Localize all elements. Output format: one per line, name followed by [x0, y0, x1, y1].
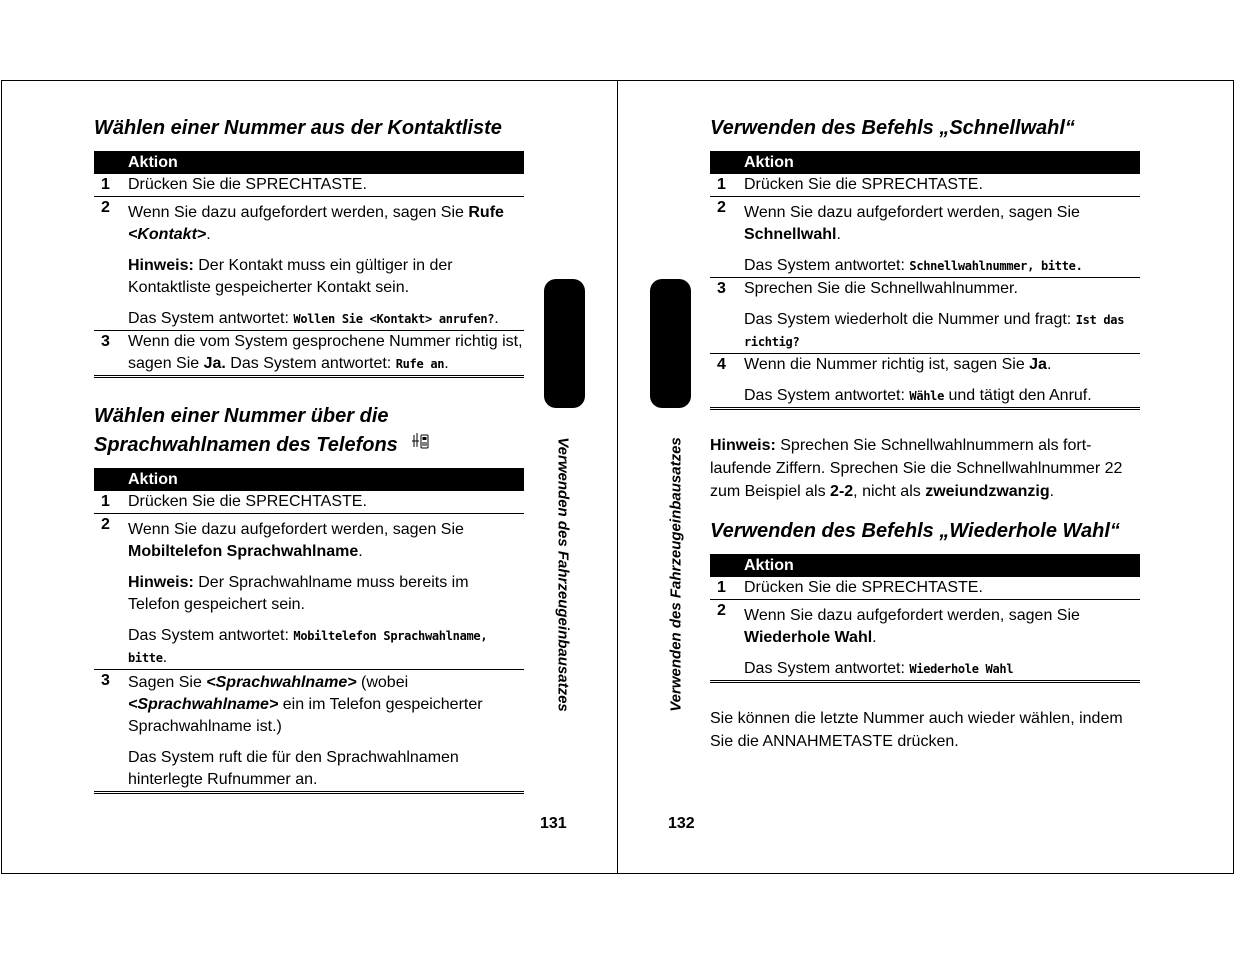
closing-paragraph: Sie können die letzte Nummer auch wieder wählen, indem Sie die ANNAHMETASTE drücken. — [710, 710, 1123, 750]
table-header: Aktion — [710, 554, 1140, 577]
step-number: 4 — [710, 354, 744, 409]
step-text: Drücken Sie die SPRECHTASTE. — [744, 579, 983, 596]
page-divider — [617, 80, 618, 874]
step-text: Drücken Sie die SPRECHTASTE. — [128, 176, 367, 193]
step-number: 3 — [94, 670, 128, 793]
section-title-schnellwahl: Verwenden des Befehls „Schnellwahl“ — [710, 117, 1075, 139]
step-text: Wenn Sie dazu aufgefordert werden, sagen Sie Wiederhole Wahl. — [744, 607, 1080, 646]
action-table-wiederhole-wahl — [710, 554, 1140, 683]
table-row — [94, 174, 524, 197]
step-text: Wenn die vom System gesprochene Nummer richtig ist, sagen Sie Ja. Das System antwortet: Rufe an. — [128, 333, 523, 372]
hint-text: Hinweis: Der Sprachwahlname muss bereits im Telefon gespeichert sein. — [128, 574, 469, 614]
system-response: Das System antwortet: Schnellwahlnummer, bitte. — [744, 257, 1083, 274]
hint-text: Hinweis: Der Kontakt muss ein gültiger in der Kontaktliste gespeicherter Kontakt sein. — [128, 257, 453, 296]
step-number: 1 — [710, 577, 744, 600]
phone-voice-icon — [412, 431, 430, 460]
table-row — [94, 491, 524, 514]
table-row — [94, 331, 524, 377]
table-row — [710, 197, 1140, 278]
step-number: 2 — [710, 197, 744, 278]
step-text: Wenn Sie dazu aufgefordert werden, sagen Sie Mobiltelefon Sprachwahlname. — [128, 521, 464, 561]
step-text: Wenn Sie dazu aufgefordert werden, sagen Sie Rufe <Kontakt>. — [128, 204, 504, 243]
step-number: 3 — [94, 331, 128, 377]
table-row — [710, 174, 1140, 197]
table-row — [710, 278, 1140, 354]
left-page-column — [94, 114, 524, 794]
step-text: Wenn Sie dazu aufgefordert werden, sagen Sie Schnellwahl. — [744, 204, 1080, 243]
step-text: Sprechen Sie die Schnellwahlnummer. — [744, 280, 1018, 297]
step-note: Das System ruft die für den Sprachwahlnamen hinterlegte Rufnummer an. — [128, 749, 459, 789]
step-number: 1 — [710, 174, 744, 197]
table-row — [710, 354, 1140, 409]
hint-paragraph: Hinweis: Sprechen Sie Schnellwahlnummern als fort-laufende Ziffern. Sprechen Sie die Schnellwahlnummer 22 zum Beispiel als 2-2, nicht als zweiundzwanzig. — [710, 437, 1123, 500]
system-response: Das System antwortet: Wähle und tätigt den Anruf. — [744, 387, 1092, 404]
side-label-132: Verwenden des Fahrzeugeinbausatzes — [667, 437, 685, 712]
step-text: Drücken Sie die SPRECHTASTE. — [128, 493, 367, 511]
system-response: Das System antwortet: Wollen Sie <Kontakt> anrufen?. — [128, 310, 499, 327]
section-title-sprachwahl: Wählen einer Nummer über die Sprachwahlnamen des Telefons — [94, 402, 524, 460]
step-text: Wenn die Nummer richtig ist, sagen Sie Ja. — [744, 356, 1052, 373]
section-title-kontaktliste: Wählen einer Nummer aus der Kontaktliste — [94, 117, 502, 139]
system-response: Das System antwortet: Wiederhole Wahl — [744, 660, 1014, 677]
thumb-tab-131 — [544, 279, 585, 408]
step-number: 3 — [710, 278, 744, 354]
table-header: Aktion — [710, 151, 1140, 174]
side-label-131: Verwenden des Fahrzeugeinbausatzes — [554, 437, 572, 712]
page-number-132: 132 — [668, 815, 695, 832]
table-row — [710, 577, 1140, 600]
action-table-sprachwahl — [94, 468, 524, 794]
table-header: Aktion — [94, 468, 524, 491]
section-title-wiederhole-wahl: Verwenden des Befehls „Wiederhole Wahl“ — [710, 520, 1120, 542]
step-text: Sagen Sie <Sprachwahlname> (wobei <Sprachwahlname> ein im Telefon gespeicherter Sprachwahlname ist.) — [128, 674, 483, 736]
action-table-schnellwahl — [710, 151, 1140, 410]
step-number: 1 — [94, 174, 128, 197]
system-response: Das System wiederholt die Nummer und fragt: Ist das richtig? — [744, 311, 1125, 349]
thumb-tab-132 — [650, 279, 691, 408]
step-number: 2 — [94, 514, 128, 670]
table-row — [710, 600, 1140, 682]
step-number: 2 — [710, 600, 744, 682]
step-number: 2 — [94, 197, 128, 331]
step-text: Drücken Sie die SPRECHTASTE. — [744, 176, 983, 193]
page-number-131: 131 — [540, 815, 567, 832]
action-table-kontaktliste — [94, 151, 524, 378]
table-header: Aktion — [94, 151, 524, 174]
right-page-column — [710, 114, 1140, 753]
table-row — [94, 197, 524, 331]
system-response: Das System antwortet: Mobiltelefon Sprachwahlname, bitte. — [128, 627, 488, 667]
table-row — [94, 670, 524, 793]
table-row — [94, 514, 524, 670]
step-number: 1 — [94, 491, 128, 514]
